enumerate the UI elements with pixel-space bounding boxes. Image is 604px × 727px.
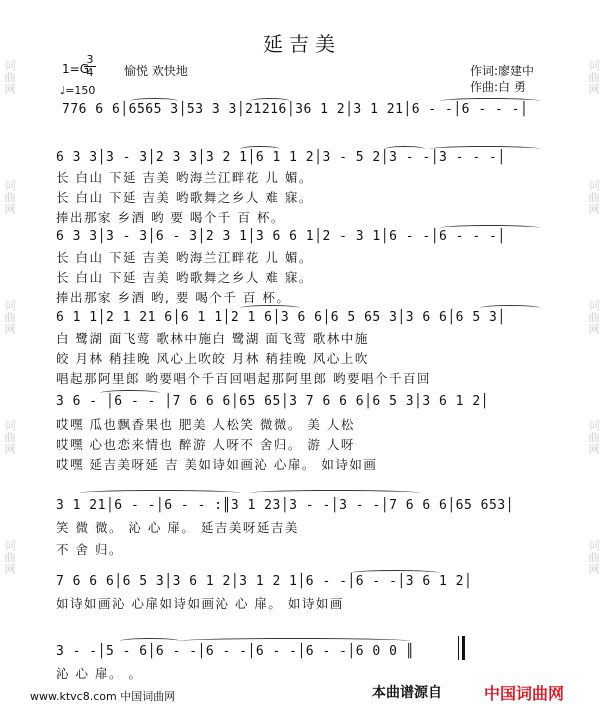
notation-line: 6 3 3│3 - 3│2 3 3│3 2 1│6 1 1 2│3 - 5 2│3 - -│3 - - -│ <box>56 150 506 165</box>
right-watermark-column <box>586 0 602 690</box>
tie-mark <box>430 146 540 152</box>
lyric-line: 捧出那家 乡酒 哟 要 喝个千 百 杯。 <box>56 210 285 225</box>
key-signature: 1=G <box>62 62 89 76</box>
slur-mark <box>385 146 425 152</box>
time-signature <box>84 54 96 79</box>
composer-credit: 作曲:白 勇 <box>470 80 526 94</box>
tempo-marking: 愉悦 欢快地 <box>124 64 188 78</box>
notation-line: 6 3 3│3 - 3│6 - 3│2 3 1│3 6 6 1│2 - 3 1│6 - -│6 - - -│ <box>56 229 506 244</box>
time-signature-top: 3 <box>86 53 94 66</box>
notation-line: 3 - -│5 - 6│6 - -│6 - -│6 - -│6 - -│6 0 0 ║ <box>56 644 415 659</box>
lyric-line: 皎 月林 稍挂晚 风心上吹皎 月林 稍挂晚 风心上吹 <box>56 351 369 366</box>
watermark-text: 词曲网 <box>4 419 16 456</box>
watermark-text: 词曲网 <box>4 539 16 576</box>
left-watermark-column <box>2 0 18 690</box>
lyric-line: 白 鹭湖 面飞莺 歌林中施白 鹭湖 面飞莺 歌林中施 <box>56 331 369 346</box>
notation-line: 7 6 6 6│6 5 3│3 6 1 2│3 1 2 1│6 - -│6 - -│3 6 1 2│ <box>56 574 473 589</box>
lyric-line: 哎嘿 瓜也飘香果也 肥美 人松笑 微微。 美 人松 <box>56 417 355 432</box>
tie-mark <box>180 638 410 644</box>
watermark-text: 词曲网 <box>588 299 600 336</box>
lyric-line: 长 白山 下延 吉美 哟海兰江畔花 儿 媚。 <box>56 250 313 265</box>
final-barline-thin <box>458 636 459 660</box>
final-barline-thick <box>462 636 465 660</box>
watermark-text: 词曲网 <box>588 179 600 216</box>
notation-line: 3 1 21│6 - -│6 - - :║3 1 23│3 - -│3 - -│7 6 6 6│65 653│ <box>56 498 514 513</box>
slur-mark <box>130 98 178 104</box>
lyric-line: 捧出那家 乡酒 哟, 要 喝个千 百 杯。 <box>56 290 291 305</box>
watermark-text: 词曲网 <box>4 59 16 96</box>
lyric-line: 不 舍 归。 <box>56 542 123 557</box>
notation-line: 776 6 6│6565 3│53 3 3│21216│36 1 2│3 1 21│6 - -│6 - - -│ <box>62 102 529 117</box>
footer-brand-logo: 中国词曲网 <box>484 684 565 703</box>
lyric-line: 如诗如画沁 心扉如诗如画沁 心 扉。 如诗如画 <box>56 596 344 611</box>
slur-mark <box>240 305 300 311</box>
tie-mark <box>100 390 160 396</box>
tie-mark <box>440 98 540 104</box>
lyricist-credit: 作词:廖建中 <box>470 64 535 78</box>
song-title: 延吉美 <box>263 32 341 56</box>
lyric-line: 唱起那阿里郎 哟要唱个千百回唱起那阿里郎 哟要唱个千百回 <box>56 371 431 386</box>
time-signature-bottom: 4 <box>84 66 96 79</box>
footer-site-url: www.ktvc8.com 中国词曲网 <box>30 690 176 703</box>
slur-mark <box>240 146 280 152</box>
footer-source-note: 本曲谱源自 <box>372 685 442 701</box>
lyric-line: 哎嘿 心也恋来情也 醉游 人呀不 舍归。 游 人呀 <box>56 437 355 452</box>
watermark-text: 词曲网 <box>588 419 600 456</box>
slur-mark <box>480 305 540 311</box>
lyric-line: 长 白山 下延 吉美 哟歌舞之乡人 难 寐。 <box>56 270 313 285</box>
lyric-line: 沁 心 扉。 。 <box>56 666 143 681</box>
tie-mark <box>350 570 440 576</box>
lyric-line: 长 白山 下延 吉美 哟海兰江畔花 儿 媚。 <box>56 170 313 185</box>
lyric-line: 哎嘿 延吉美呀延 吉 美如诗如画沁 心扉。 如诗如画 <box>56 457 378 472</box>
metronome-mark: ♩=150 <box>60 84 96 97</box>
slur-mark <box>120 638 180 644</box>
slur-mark <box>250 98 290 104</box>
lyric-line: 笑 微 微。 沁 心 扉。 延吉美呀延吉美 <box>56 520 299 535</box>
volta-bracket <box>250 490 420 496</box>
notation-line: 6 1 1│2 1 21 6│6 1 1│2 1 6│3 6 6│6 5 65 3│3 6 6│6 5 3│ <box>56 310 506 325</box>
tie-mark <box>440 225 540 231</box>
watermark-text: 词曲网 <box>588 539 600 576</box>
watermark-text: 词曲网 <box>588 59 600 96</box>
watermark-text: 词曲网 <box>4 179 16 216</box>
volta-bracket <box>80 490 240 496</box>
watermark-text: 词曲网 <box>4 299 16 336</box>
notation-line: 3 6 - │6 - - │7 6 6 6│65 65│3 7 6 6 6│6 5 3│3 6 1 2│ <box>56 394 489 409</box>
lyric-line: 长 白山 下延 吉美 哟歌舞之乡人 难 寐。 <box>56 190 313 205</box>
